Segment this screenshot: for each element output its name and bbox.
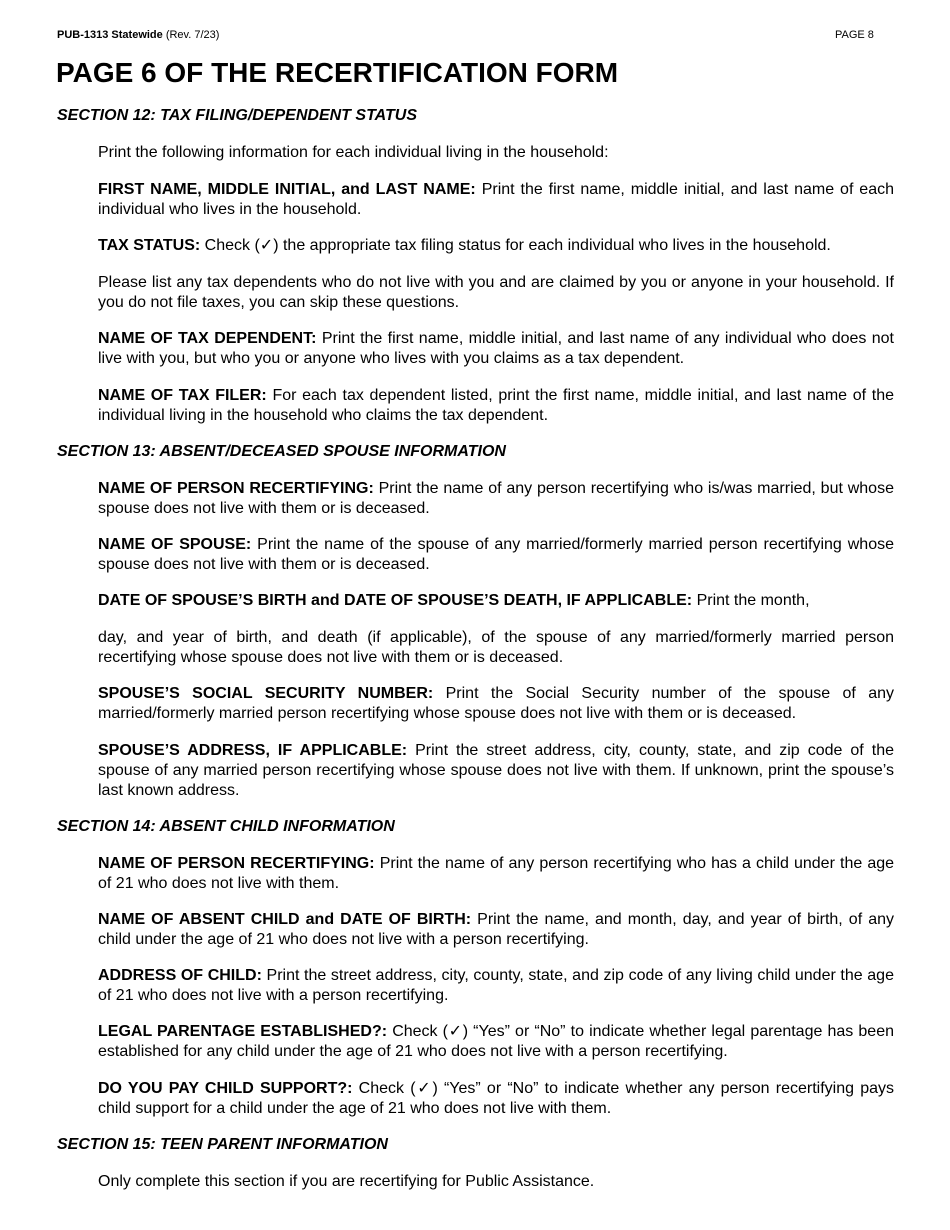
child-address-text: Print the street address, city, county, state, and zip code of any living child under the age of 21 who does not live with a person recertifying. — [98, 967, 894, 1004]
spouse-dates-text: Print the month, — [696, 592, 810, 609]
section-14-heading: SECTION 14: ABSENT CHILD INFORMATION — [57, 818, 395, 835]
spouse-address-text: Print the street address, city, county, state, and zip code of the spouse of any married person recertifying whose spouse does not live with them. If unknown, print the spouse’s last known address. — [98, 742, 894, 799]
section-12-intro: Print the following information for each individual living in the household: — [98, 144, 609, 161]
section-15-intro: Only complete this section if you are recertifying for Public Assistance. — [98, 1173, 595, 1190]
spouse-address-label: SPOUSE’S ADDRESS, IF APPLICABLE: — [98, 742, 408, 759]
parentage-label: LEGAL PARENTAGE ESTABLISHED?: — [98, 1023, 388, 1040]
absent-child-instruction — [98, 910, 894, 950]
child-support-instruction — [98, 1079, 894, 1119]
form-code-text: PUB-1313 Statewide — [57, 29, 163, 41]
first-name-text: Print the first name, middle initial, and last name of each individual who lives in the household. — [98, 181, 895, 218]
tax-status-text: Check (✓) the appropriate tax filing status for each individual who lives in the household. — [204, 237, 831, 254]
dependents-note: Please list any tax dependents who do not live with you and are claimed by you or anyone in your household. If you do not file taxes, you can skip these questions. — [98, 274, 894, 311]
child-address-label: ADDRESS OF CHILD: — [98, 967, 262, 984]
child-support-text: Check (✓) “Yes” or “No” to indicate whether any person recertifying pays child support for a child under the age of 21 who does not live with them. — [98, 1080, 894, 1117]
form-code — [57, 28, 219, 42]
parentage-instruction — [98, 1022, 894, 1062]
s14-person-text: Print the name of any person recertifying who has a child under the age of 21 who does not live with them. — [98, 855, 895, 892]
tax-status-label: TAX STATUS: — [98, 237, 201, 254]
s13-person-text: Print the name of any person recertifying who is/was married, but whose spouse does not live with them or is deceased. — [98, 480, 894, 517]
spouse-ssn-label: SPOUSE’S SOCIAL SECURITY NUMBER: — [98, 685, 434, 702]
spouse-dates-continued: day, and year of birth, and death (if applicable), of the spouse of any married/formerly married person recertifying whose spouse does not live with them or is deceased. — [98, 629, 894, 666]
tax-filer-text: For each tax dependent listed, print the first name, middle initial, and last name of the individual living in the household who claims the tax dependent. — [98, 387, 895, 424]
s13-person-label: NAME OF PERSON RECERTIFYING: — [98, 480, 374, 497]
tax-dependent-text: Print the first name, middle initial, and last name of any individual who does not live with you, but who you or anyone who lives with you claims as a tax dependent. — [98, 330, 894, 367]
s14-person-instruction — [98, 854, 894, 894]
form-revision: (Rev. 7/23) — [165, 29, 220, 41]
page-title: PAGE 6 OF THE RECERTIFICATION FORM — [56, 57, 619, 88]
section-13-heading: SECTION 13: ABSENT/DECEASED SPOUSE INFORMATION — [57, 443, 506, 460]
spouse-dates-instruction — [98, 591, 894, 611]
child-support-label: DO YOU PAY CHILD SUPPORT?: — [98, 1080, 353, 1097]
tax-status-instruction — [98, 236, 894, 256]
s14-person-label: NAME OF PERSON RECERTIFYING: — [98, 855, 375, 872]
spouse-name-instruction — [98, 535, 894, 575]
absent-child-text: Print the name, and month, day, and year of birth, of any child under the age of 21 who does not live with a person recertifying. — [98, 911, 895, 948]
tax-filer-instruction — [98, 386, 894, 426]
s13-person-instruction — [98, 479, 894, 519]
tax-filer-label: NAME OF TAX FILER: — [98, 387, 267, 404]
tax-dependent-instruction — [98, 329, 894, 369]
first-name-instruction — [98, 180, 894, 220]
parentage-text: Check (✓) “Yes” or “No” to indicate whether legal parentage has been established for any child under the age of 21 who does not live with a person recertifying. — [98, 1023, 894, 1060]
spouse-name-text: Print the name of the spouse of any married/formerly married person recertifying whose spouse does not live with them or is deceased. — [98, 536, 894, 573]
section-12-heading: SECTION 12: TAX FILING/DEPENDENT STATUS — [57, 107, 418, 124]
spouse-ssn-text: Print the Social Security number of the spouse of any married/formerly married person recertifying whose spouse does not live with them or is deceased. — [98, 685, 895, 722]
page-number: PAGE 8 — [835, 29, 874, 41]
spouse-ssn-instruction — [98, 684, 894, 724]
spouse-address-instruction — [98, 741, 894, 801]
spouse-dates-label: DATE OF SPOUSE’S BIRTH and DATE OF SPOUSE’S DEATH, IF APPLICABLE: — [98, 592, 693, 609]
first-name-label: FIRST NAME, MIDDLE INITIAL, and LAST NAME: — [98, 181, 476, 198]
child-address-instruction — [98, 966, 894, 1006]
absent-child-label: NAME OF ABSENT CHILD and DATE OF BIRTH: — [98, 911, 472, 928]
tax-dependent-label: NAME OF TAX DEPENDENT: — [98, 330, 317, 347]
section-15-heading: SECTION 15: TEEN PARENT INFORMATION — [57, 1136, 388, 1153]
spouse-name-label: NAME OF SPOUSE: — [98, 536, 252, 553]
